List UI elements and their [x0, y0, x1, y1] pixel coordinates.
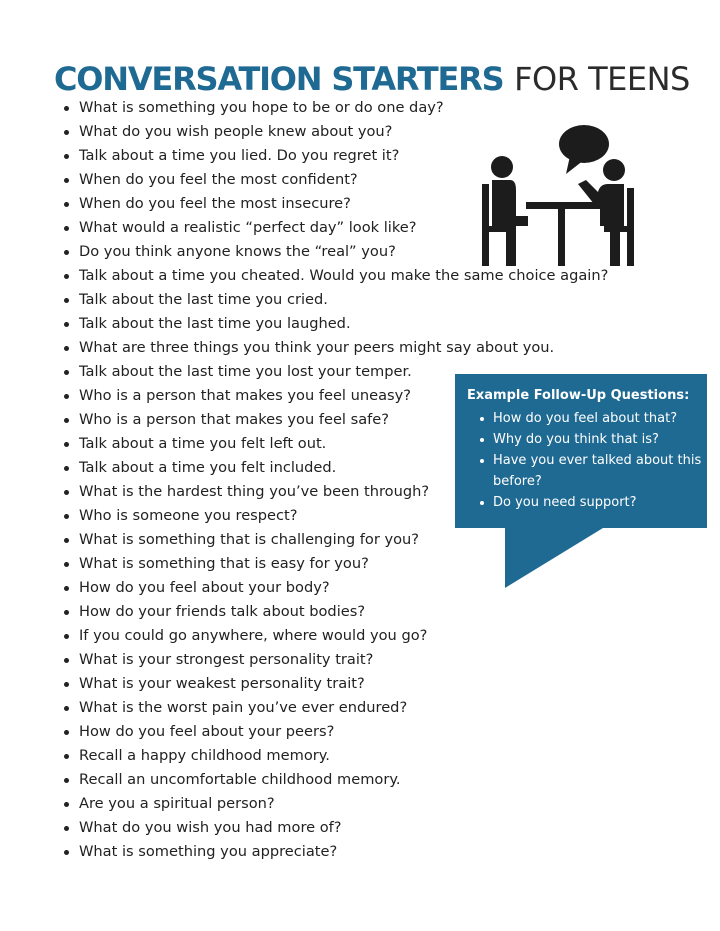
- question-item: Talk about the last time you laughed.: [62, 312, 662, 336]
- question-item: Talk about a time you lied. Do you regret it?: [62, 144, 662, 168]
- question-item: What would a realistic “perfect day” look like?: [62, 216, 662, 240]
- title-main: CONVERSATION STARTERS: [54, 60, 504, 98]
- question-item: Do you think anyone knows the “real” you?: [62, 240, 662, 264]
- question-item: What is the worst pain you’ve ever endured?: [62, 696, 662, 720]
- question-item: What is your weakest personality trait?: [62, 672, 662, 696]
- question-item: If you could go anywhere, where would you go?: [62, 624, 662, 648]
- question-item: Talk about a time you cheated. Would you make the same choice again?: [62, 264, 662, 288]
- question-item: Talk about a time you felt included.: [62, 456, 662, 480]
- question-item: Recall an uncomfortable childhood memory.: [62, 768, 662, 792]
- question-item: How do you feel about your peers?: [62, 720, 662, 744]
- question-item: How do you feel about your body?: [62, 576, 662, 600]
- followup-heading: Example Follow-Up Questions:: [467, 388, 690, 403]
- question-item: What is something you hope to be or do one day?: [62, 96, 662, 120]
- title-rest: FOR TEENS: [514, 60, 690, 98]
- question-item: Talk about a time you felt left out.: [62, 432, 662, 456]
- followup-item: Do you need support?: [467, 492, 703, 513]
- question-item: What is something that is easy for you?: [62, 552, 662, 576]
- question-item: What is your strongest personality trait?: [62, 648, 662, 672]
- two-people-talking-at-table-icon: [474, 118, 642, 270]
- followup-callout: [455, 374, 708, 590]
- question-item: Who is a person that makes you feel uneasy?: [62, 384, 662, 408]
- question-item: What is the hardest thing you’ve been through?: [62, 480, 662, 504]
- question-item: What is something you appreciate?: [62, 840, 662, 864]
- question-item: Talk about the last time you cried.: [62, 288, 662, 312]
- question-item: Are you a spiritual person?: [62, 792, 662, 816]
- followup-item: Have you ever talked about this before?: [467, 450, 703, 492]
- question-item: Talk about the last time you lost your temper.: [62, 360, 662, 384]
- question-item: Who is a person that makes you feel safe?: [62, 408, 662, 432]
- question-item: When do you feel the most confident?: [62, 168, 662, 192]
- question-item: What are three things you think your peers might say about you.: [62, 336, 662, 360]
- followup-list: [467, 408, 703, 513]
- question-item: What do you wish people knew about you?: [62, 120, 662, 144]
- question-item: What do you wish you had more of?: [62, 816, 662, 840]
- question-item: What is something that is challenging for you?: [62, 528, 662, 552]
- followup-item: Why do you think that is?: [467, 429, 703, 450]
- followup-item: How do you feel about that?: [467, 408, 703, 429]
- question-item: When do you feel the most insecure?: [62, 192, 662, 216]
- followup-content: [467, 386, 703, 513]
- question-item: Who is someone you respect?: [62, 504, 662, 528]
- question-item: Recall a happy childhood memory.: [62, 744, 662, 768]
- question-item: How do your friends talk about bodies?: [62, 600, 662, 624]
